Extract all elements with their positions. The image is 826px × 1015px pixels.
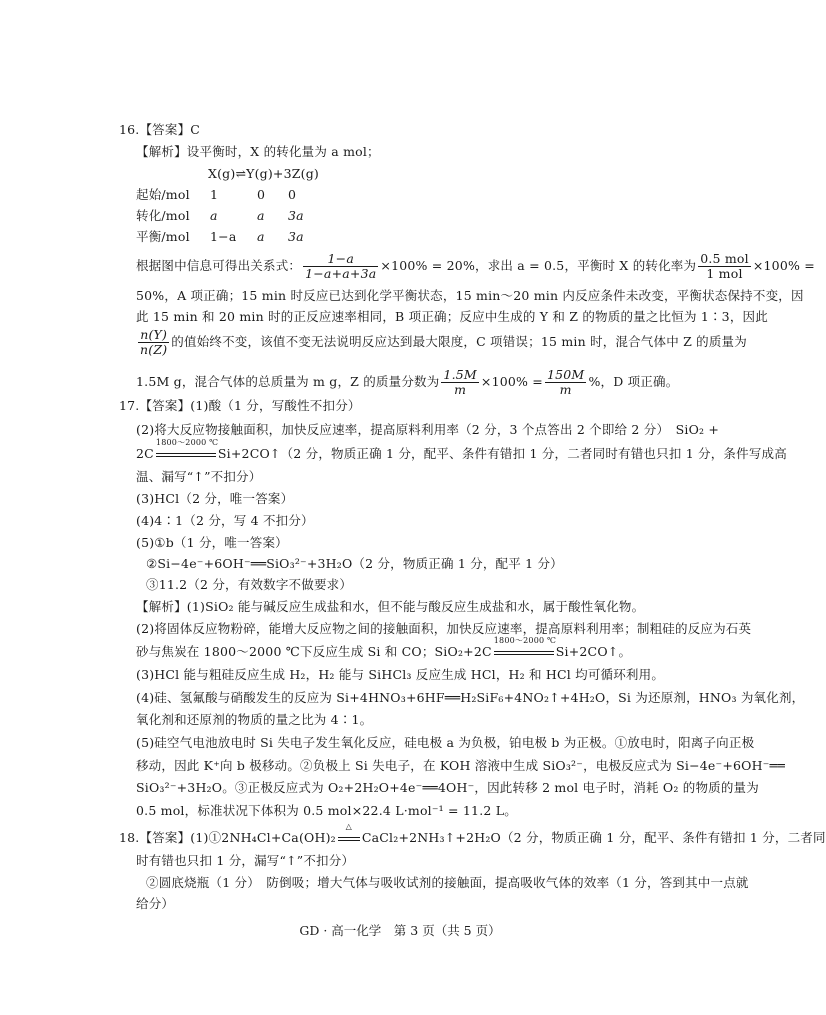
- q18-line-4: 给分）: [136, 896, 175, 911]
- q16-row-eq-y: a: [257, 229, 265, 244]
- q17-a3-text-a: 砂与焦炭在 1800～2000 ℃下反应生成 Si 和 CO；SiO₂+2C: [136, 644, 492, 659]
- q16-row-eq-label: 平衡/mol: [136, 229, 190, 244]
- q17-line-1: 17.【答案】(1)酸（1 分，写酸性不扣分）: [119, 398, 361, 413]
- q16-header: 16.【答案】C: [119, 122, 201, 137]
- q18-line-2: 时有错也只扣 1 分，漏写“↑”不扣分）: [136, 853, 355, 868]
- q16-row-start-label: 起始/mol: [136, 187, 190, 202]
- q17-analysis-6: 氧化剂和还原剂的物质的量之比为 4∶1。: [136, 712, 373, 727]
- q16-paragraph-3: 此 15 min 和 20 min 时的正反应速率相同，B 项正确；反应中生成的 Y 和 Z 的物质的量之比恒为 1∶3，因此: [136, 309, 768, 324]
- q16-row-eq-z: 3a: [288, 229, 304, 244]
- q16-fraction-4-den: m: [559, 382, 572, 397]
- q16-fraction-2: [698, 252, 751, 281]
- q18-equal-sign: [338, 837, 360, 841]
- q17-analysis-8: 移动，因此 K⁺向 b 极移动。②负极上 Si 失电子，在 KOH 溶液中生成 SiO₃²⁻，电极反应式为 Si−4e⁻+6OH⁻══: [136, 758, 785, 773]
- q16-fraction-nz: n(Z): [140, 342, 168, 357]
- q17-analysis-reaction-condition: 1800～2000 ℃: [493, 636, 557, 645]
- q17-line-4: 温、漏写“↑”不扣分）: [136, 469, 262, 484]
- q17-analysis-1: 【解析】(1)SiO₂ 能与碱反应生成盐和水，但不能与酸反应生成盐和水，属于酸性氧化物。: [136, 599, 645, 614]
- q16-analysis-intro: 【解析】设平衡时，X 的转化量为 a mol；: [136, 144, 380, 159]
- q17-line-3: [136, 438, 787, 461]
- q16-p4-text: 的值始终不变，该值不变无法说明反应达到最大限度，C 项错误；15 min 时，混合气体中 Z 的质量为: [171, 334, 747, 349]
- q18-l1-text-b: CaCl₂+2NH₃↑+2H₂O（2 分，物质正确 1 分，配平、条件有错扣 1 分，二者同: [361, 830, 826, 845]
- q16-fraction-2-den: 1 mol: [706, 266, 743, 281]
- q18-line-3: ②圆底烧瓶（1 分） 防倒吸；增大气体与吸收试剂的接触面，提高吸收气体的效率（1 分，答到其中一点就: [146, 875, 749, 890]
- q16-fraction-1-den: 1−a+a+3a: [305, 266, 377, 281]
- q17-line-6: (4)4∶1（2 分，写 4 不扣分）: [136, 513, 314, 528]
- q16-fraction-4: [545, 368, 586, 397]
- q16-row-start-z: 0: [288, 187, 297, 202]
- q16-p1-text-c: ×100% =: [752, 258, 815, 273]
- q16-equation: X(g)⇌Y(g)+3Z(g): [208, 166, 320, 181]
- q17-line-5: (3)HCl（2 分，唯一答案）: [136, 491, 294, 506]
- q16-row-eq-x: 1−a: [210, 229, 237, 244]
- q17-line-2: (2)将大反应物接触面积，加快反应速率，提高原料利用率（2 分，3 个点答出 2 个即给 2 分） SiO₂ +: [136, 422, 720, 437]
- q17-analysis-equal-sign: [494, 651, 554, 655]
- q17-analysis-3: [136, 636, 632, 659]
- q16-p5-text-b: ×100% =: [480, 374, 543, 389]
- q16-p1-text-b: ×100% = 20%，求出 a = 0.5，平衡时 X 的转化率为: [380, 258, 697, 273]
- q17-analysis-7: (5)硅空气电池放电时 Si 失电子发生氧化反应，硅电极 a 为负极，铂电极 b 为正极。①放电时，阳离子向正极: [136, 735, 755, 750]
- q16-paragraph-5: [136, 368, 678, 397]
- q16-paragraph-2: 50%，A 项正确；15 min 时反应已达到化学平衡状态，15 min～20 min 内反应条件未改变，平衡状态保持不变，因: [136, 288, 804, 303]
- q17-l3-text-b: Si+2CO↑（2 分，物质正确 1 分，配平、条件有错扣 1 分，二者同时有错也只扣 1 分，条件写成高: [217, 446, 787, 461]
- q17-analysis-10: 0.5 mol，标准状况下体积为 0.5 mol×22.4 L·mol⁻¹ = 11.2 L。: [136, 803, 517, 818]
- q16-row-change-y: a: [257, 208, 265, 223]
- q16-fraction-3-num: 1.5M: [443, 367, 477, 382]
- q16-fraction-3: [441, 368, 478, 397]
- q16-fraction-1: [303, 252, 378, 281]
- q16-p5-text-a: 1.5M g，混合气体的总质量为 m g，Z 的质量分数为: [136, 374, 440, 389]
- q17-analysis-5: (4)硅、氢氟酸与硝酸发生的反应为 Si+4HNO₃+6HF══H₂SiF₆+4NO₂↑+4H₂O，Si 为还原剂，HNO₃ 为氧化剂，: [136, 690, 805, 705]
- q16-p5-text-c: %，D 项正确。: [588, 374, 679, 389]
- q18-l1-text-a: 18.【答案】(1)①2NH₄Cl+Ca(OH)₂: [119, 830, 336, 845]
- q17-reaction-condition: 1800～2000 ℃: [155, 438, 219, 447]
- q17-line-8: ②Si−4e⁻+6OH⁻══SiO₃²⁻+3H₂O（2 分，物质正确 1 分，配平 1 分）: [146, 556, 563, 571]
- q16-row-change-label: 转化/mol: [136, 208, 190, 223]
- q16-fraction-ny-nz: [138, 328, 169, 357]
- q17-line-7: (5)①b（1 分，唯一答案）: [136, 535, 288, 550]
- q18-reaction-condition: △: [345, 822, 353, 831]
- q16-p1-text-a: 根据图中信息可得出关系式：: [136, 258, 302, 273]
- q17-a3-text-b: Si+2CO↑。: [555, 644, 632, 659]
- q17-analysis-reaction-arrow: [493, 636, 557, 659]
- q17-line-9: ③11.2（2 分，有效数字不做要求）: [146, 577, 353, 592]
- q17-reaction-arrow: [155, 438, 219, 461]
- q16-fraction-2-num: 0.5 mol: [700, 251, 749, 266]
- page-footer: GD · 高一化学 第 3 页（共 5 页）: [299, 923, 501, 938]
- q17-analysis-2: (2)将固体反应物粉碎，能增大反应物之间的接触面积，加快反应速率，提高原料利用率；制粗硅的反应为石英: [136, 621, 752, 636]
- q16-paragraph-1: [136, 252, 815, 281]
- q16-fraction-ny: n(Y): [138, 328, 169, 343]
- q16-fraction-4-num: 150M: [546, 367, 585, 382]
- q16-fraction-1-num: 1−a: [303, 252, 378, 267]
- q16-row-start-x: 1: [210, 187, 219, 202]
- q17-l3-text-a: 2C: [136, 446, 154, 461]
- q16-paragraph-4: [136, 328, 747, 357]
- q16-fraction-3-den: m: [454, 382, 467, 397]
- q16-row-start-y: 0: [257, 187, 266, 202]
- q16-row-change-z: 3a: [288, 208, 304, 223]
- q18-reaction-arrow: [338, 822, 360, 845]
- q17-equal-sign: [156, 453, 216, 457]
- q16-row-change-x: a: [210, 208, 218, 223]
- q17-analysis-9: SiO₃²⁻+3H₂O。③正极反应式为 O₂+2H₂O+4e⁻══4OH⁻，因此转移 2 mol 电子时，消耗 O₂ 的物质的量为: [136, 780, 759, 795]
- q17-analysis-4: (3)HCl 能与粗硅反应生成 H₂，H₂ 能与 SiHCl₃ 反应生成 HCl，H₂ 和 HCl 均可循环利用。: [136, 667, 665, 682]
- q18-line-1: [119, 822, 826, 845]
